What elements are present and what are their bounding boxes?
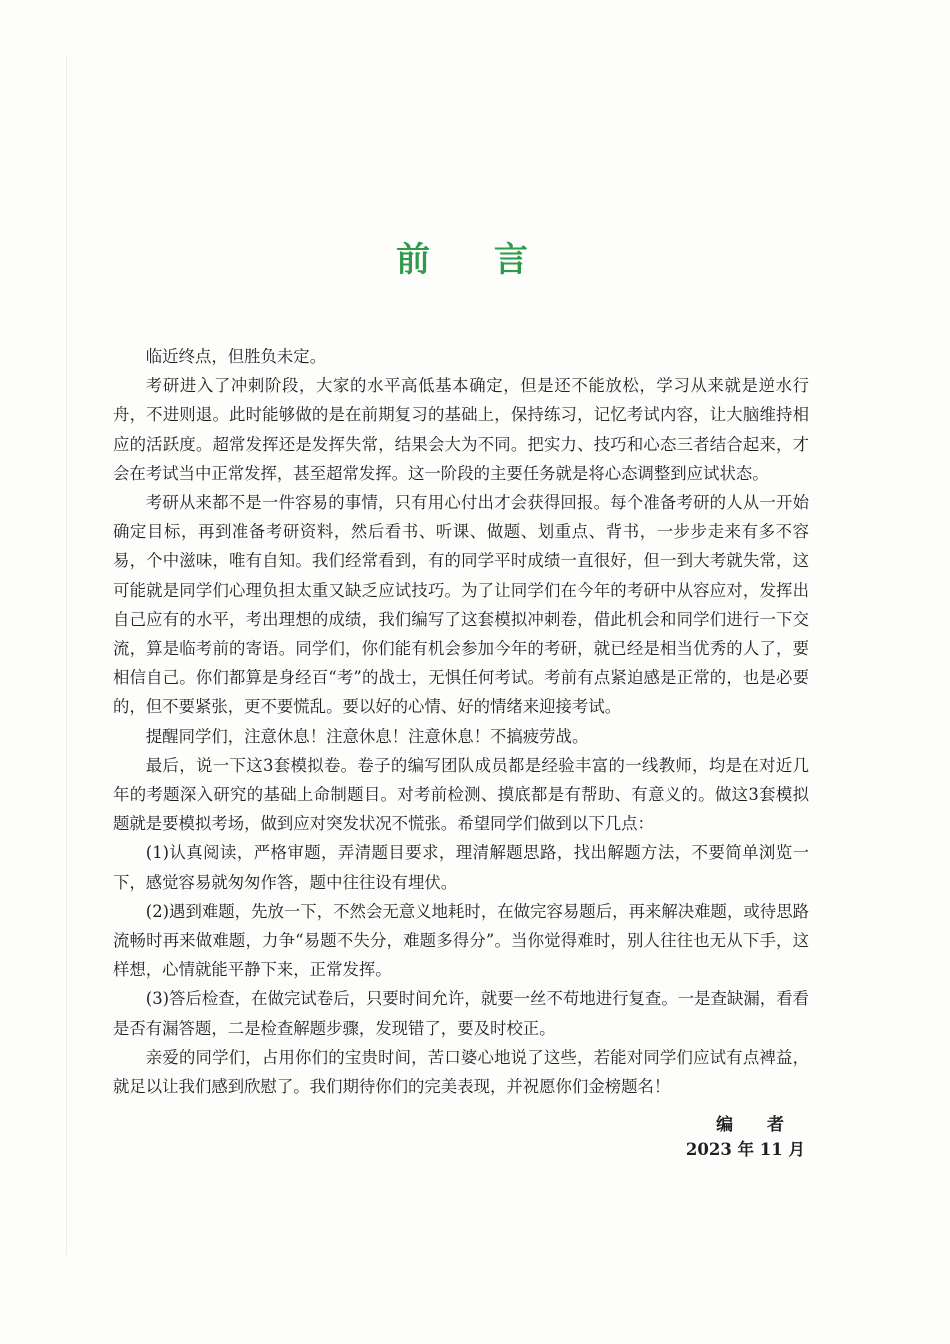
paragraph-8: (3)答后检查，在做完试卷后，只要时间允许，就要一丝不苟地进行复查。一是查缺漏，看看是否有漏答题，二是检查解题步骤，发现错了，要及时校正。 — [113, 989, 809, 1038]
paragraph-6: (1)认真阅读，严格审题，弄清题目要求，理清解题思路，找出解题方法，不要简单浏览一下，感觉容易就匆匆作答，题中往往设有埋伏。 — [113, 843, 809, 892]
paragraph-3: 考研从来都不是一件容易的事情，只有用心付出才会获得回报。每个准备考研的人从一开始确定目标，再到准备考研资料，然后看书、听课、做题、划重点、背书，一步步走来有多不容易，个中滋味，唯有自知。我们经常看到，有的同学平时成绩一直很好，但一到大考就失常，这可能就是同学们心理负担太重又缺乏应试技巧。为了让同学们在今年的考研中从容应对，发挥出自己应有的水平，考出理想的成绩，我们编写了这套模拟冲刺卷，借此机会和同学们进行一下交流，算是临考前的寄语。同学们，你们能有机会参加今年的考研，就已经是相当优秀的人了，要相信自己。你们都算是身经百“考”的战士，无惧任何考试。考前有点紧迫感是正常的，也是必要的，但不要紧张，更不要慌乱。要以好的心情、好的情绪来迎接考试。 — [113, 493, 809, 717]
signature: 编 者 — [716, 1115, 798, 1135]
page-title: 前 言 — [396, 240, 554, 280]
paragraph-5: 最后，说一下这3套模拟卷。卷子的编写团队成员都是经验丰富的一线教师，均是在对近几年的考题深入研究的基础上命制题目。对考前检测、摸底都是有帮助、有意义的。做这3套模拟题就是要模拟考场，做到应对突发状况不慌张。希望同学们做到以下几点： — [113, 755, 809, 834]
date: 2023 年 11 月 — [685, 1140, 805, 1159]
paragraph-2: 考研进入了冲刺阶段，大家的水平高低基本确定，但是还不能放松，学习从来就是逆水行舟，不进则退。此时能够做的是在前期复习的基础上，保持练习，记忆考试内容，让大脑维持相应的活跃度。超常发挥还是发挥失常，结果会大为不同。把实力、技巧和心态三者结合起来，才会在考试当中正常发挥，甚至超常发挥。这一阶段的主要任务就是将心态调整到应试状态。 — [113, 376, 809, 483]
paragraph-7: (2)遇到难题，先放一下，不然会无意义地耗时，在做完容易题后，再来解决难题，或待思路流畅时再来做难题，力争“易题不失分，难题多得分”。当你觉得难时，别人往往也无从下手，这样想，心情就能平静下来，正常发挥。 — [113, 901, 809, 980]
paragraph-1: 临近终点，但胜负未定。 — [145, 347, 327, 366]
paragraph-9: 亲爱的同学们，占用你们的宝贵时间，苦口婆心地说了这些，若能对同学们应试有点裨益，就足以让我们感到欣慰了。我们期待你们的完美表现，并祝愿你们金榜题名！ — [113, 1047, 809, 1097]
paragraph-4: 提醒同学们，注意休息！注意休息！注意休息！不搞疲劳战。 — [145, 726, 589, 746]
preface-body — [113, 342, 809, 1101]
